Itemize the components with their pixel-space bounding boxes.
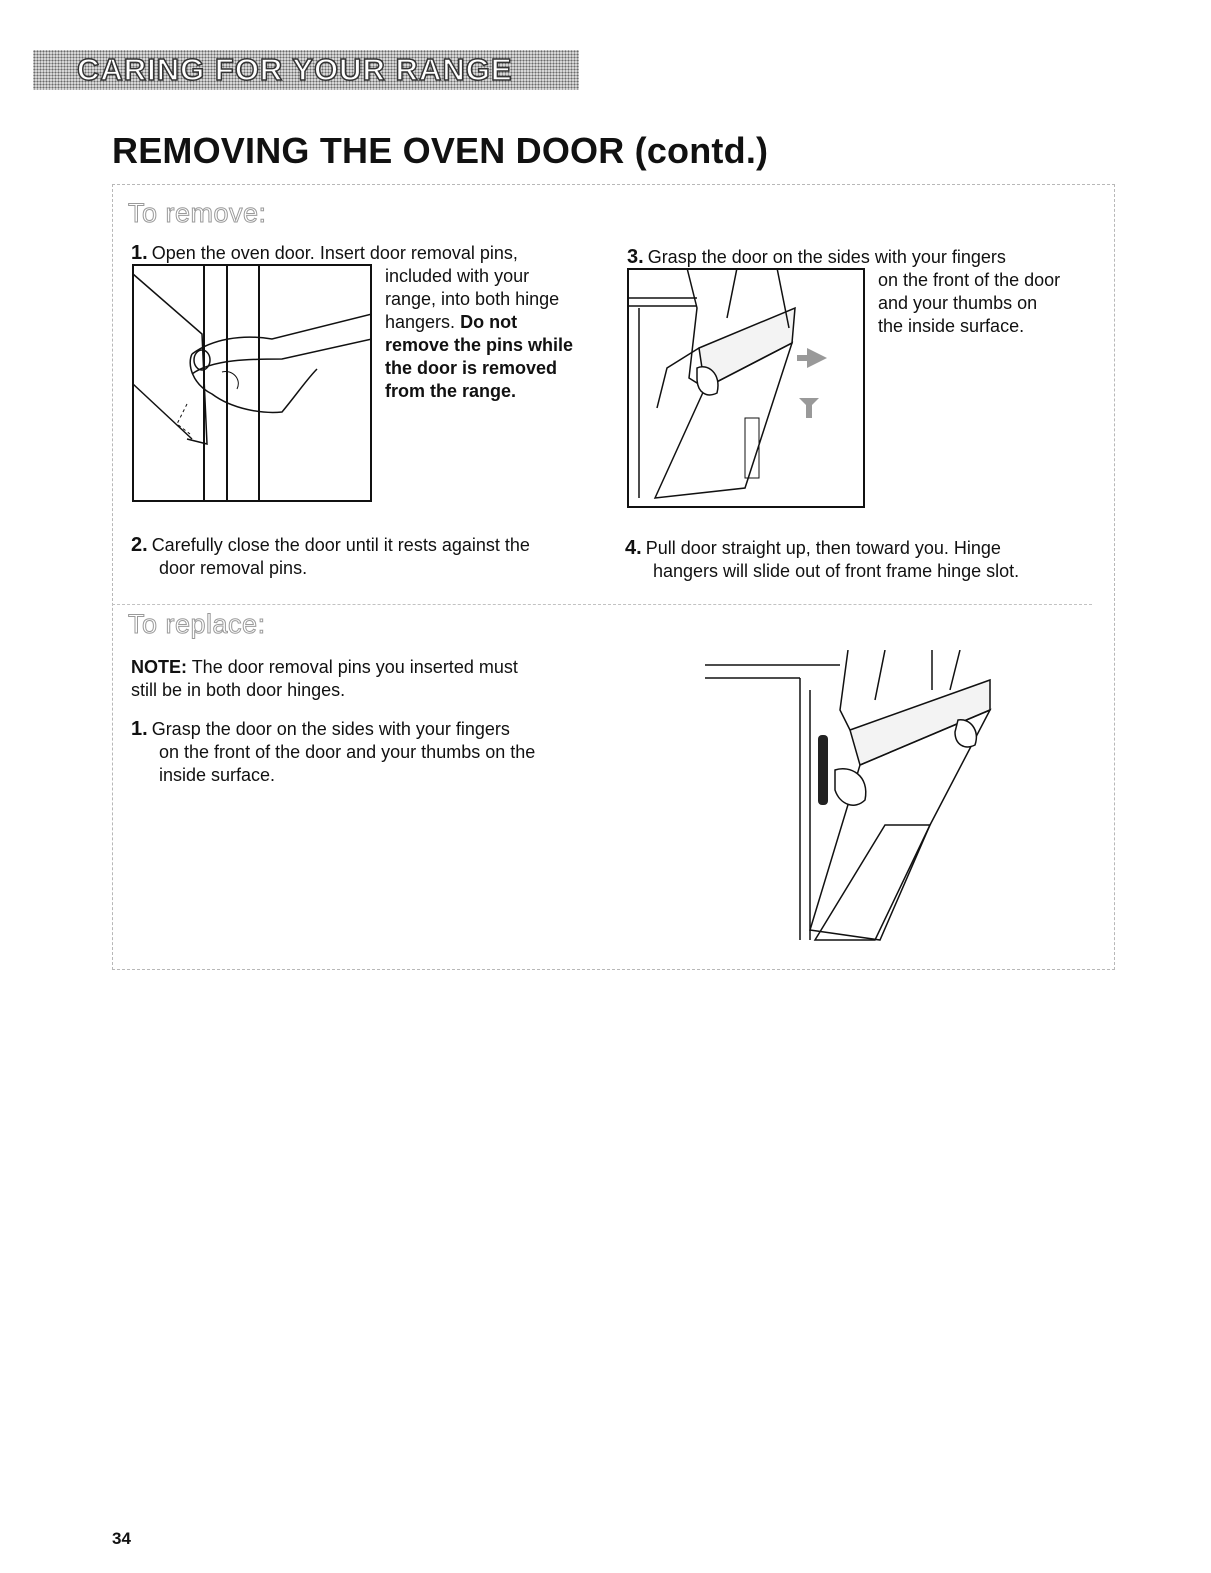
replace-step1-line3: inside surface. [159,765,276,785]
remove-step1-line2: included with your [385,266,530,286]
remove-step3-line4: the inside surface. [878,316,1025,336]
page-number: 34 [112,1529,131,1548]
remove-step1-warning1: remove the pins while [385,335,574,355]
grasp-door-illustration [627,268,865,508]
step-number: 3. [627,246,644,268]
replace-note-line2: still be in both door hinges. [131,680,346,700]
remove-heading: To remove: [128,198,267,228]
remove-step1-line3: range, into both hinge [385,289,560,309]
section-banner [33,50,579,90]
step-number: 1. [131,718,148,740]
hinge-pin-illustration [132,264,372,502]
remove-step3-line3: and your thumbs on [878,293,1038,313]
remove-step3-line2: on the front of the door [878,270,1061,290]
remove-step1-warning3: from the range. [385,381,517,401]
section-divider [112,604,1092,605]
note-label: NOTE: [131,657,187,677]
remove-step4-line2: hangers will slide out of front frame hinge slot. [653,561,1020,581]
banner-text: CARING FOR YOUR RANGE [77,52,513,87]
page-title: REMOVING THE OVEN DOOR (contd.) [112,130,769,171]
replace-step1-line1: 1. Grasp the door on the sides with your fingers [131,718,510,740]
replace-step1-line2: on the front of the door and your thumbs on the [159,742,536,762]
step-number: 4. [625,537,642,559]
remove-step1-line4: hangers. Do not [385,312,518,332]
replace-door-illustration [700,650,1000,950]
replace-heading: To replace: [128,609,266,639]
step-number: 2. [131,534,148,556]
remove-step1-line1: 1. Open the oven door. Insert door removal pins, [131,242,518,264]
remove-step2-line2: door removal pins. [159,558,308,578]
remove-step1-warning2: the door is removed [385,358,558,378]
remove-step2-line1: 2. Carefully close the door until it rests against the [131,534,530,556]
remove-step4-line1: 4. Pull door straight up, then toward you. Hinge [625,537,1001,559]
replace-note-line1: NOTE: The door removal pins you inserted must [131,657,518,677]
step-number: 1. [131,242,148,264]
remove-step3-line1: 3. Grasp the door on the sides with your fingers [627,246,1006,268]
